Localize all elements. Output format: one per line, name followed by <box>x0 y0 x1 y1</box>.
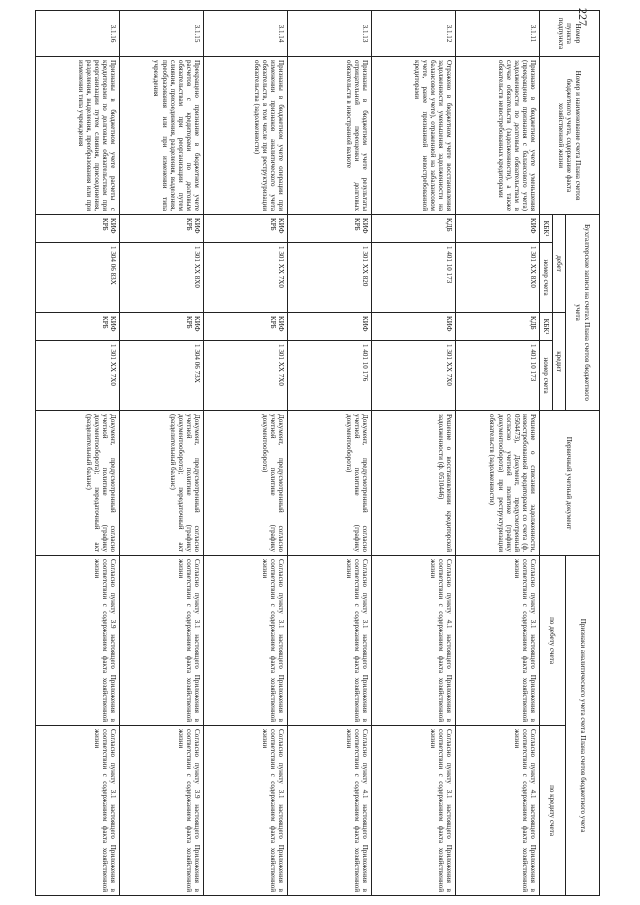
row-kbk-debit: КИФ КРБ <box>35 215 119 243</box>
header-kbk-credit: КБК¹ <box>539 313 552 341</box>
row-kbk-debit: КИФ КРБ <box>119 215 203 243</box>
header-account-name: Номер и наименование счета Плана счетов бюджетного учета, содержание факта хозяйственной жизни <box>539 57 599 215</box>
header-item-number: Номер пункта подпункта <box>539 11 599 57</box>
page-number: 227 <box>576 8 590 26</box>
header-account-number-debit: номер счета <box>539 243 552 313</box>
row-analytics-credit: Согласно пункту 4.1 настоящего Приложения в соответствии с содержанием факта хозяйственной жизни <box>287 726 371 896</box>
row-number: 3.1.14 <box>203 11 287 57</box>
row-description: Отражено в бюджетном учете восстановления задолженности уменьшения задолженности на балансовом учете), отраженной на забалансовом учете, ранее признанной невостребованной кредиторами <box>371 57 455 215</box>
row-document: Решение о восстановлении кредиторской задолженности (ф. 0510446) <box>371 411 455 556</box>
row-analytics-debit: Согласно пункту 3.1 настоящего Приложения в соответствии с содержанием факта хозяйственной жизни <box>119 556 203 726</box>
row-description: Признаны в бюджетном учете операции при изменении признаков аналитического учета обязательств, в том числе при реструктуризации обязательства (задолженности) <box>203 57 287 215</box>
row-document: Документ, предусмотренный согласно учетной политике (графику документооборота); передаточный акт (разделительный баланс) <box>119 411 203 556</box>
row-number: 3.1.11 <box>455 11 539 57</box>
row-account-debit: 1 301 XX 8X0 <box>455 243 539 313</box>
row-kbk-credit: КИФ <box>287 313 371 341</box>
row-number: 3.1.16 <box>35 11 119 57</box>
header-debit: дебет <box>552 215 565 313</box>
header-analytics-credit: по кредиту счета <box>539 726 565 896</box>
row-analytics-credit: Согласно пункту 3.1 настоящего Приложения в соответствии с содержанием факта хозяйственной жизни <box>203 726 287 896</box>
row-description: Признаны в бюджетном учете расчеты с кредиторами по долговым обязательствам при реорганизации путем слияния, присоединения, разделения, выделения, преобразования или при изменении типа учреждения <box>35 57 119 215</box>
table-row <box>455 11 539 896</box>
row-kbk-credit: КИФ <box>371 313 455 341</box>
row-kbk-credit: КДБ <box>455 313 539 341</box>
row-description: Признаны в бюджетном учете результаты отрицательной переоценки долговых обязательств в иностранной валюте <box>287 57 371 215</box>
row-document: Решение о списании задолженности, невостребованной кредиторами со счета (ф. 0504473), Документ, предусмотренный согласно учетной политике (графику документооборота) при реструктуризации обязательств (задолженности) <box>455 411 539 556</box>
row-document: Документ, предусмотренный согласно учетной политике (графику документооборота) <box>203 411 287 556</box>
row-account-credit: 1 301 XX 7X0 <box>371 341 455 411</box>
row-number: 3.1.12 <box>371 11 455 57</box>
row-analytics-debit: Согласно пункту 4.1 настоящего Приложения в соответствии с содержанием факта хозяйственной жизни <box>371 556 455 726</box>
row-account-credit: 1 304 06 73X <box>119 341 203 411</box>
row-kbk-credit: КИФ КРБ <box>35 313 119 341</box>
rotated-table-container <box>35 10 600 895</box>
row-analytics-debit: Согласно пункту 3.1 настоящего Приложения в соответствии с содержанием факта хозяйственной жизни <box>455 556 539 726</box>
row-kbk-debit: КДБ <box>371 215 455 243</box>
row-account-debit: 1 301 XX 8X0 <box>119 243 203 313</box>
row-description: Прекращено признание в бюджетном учете расчетов с кредиторами по долговым обязательствам при реорганизации путем слияния, присоединения, разделения, выделения, преобразования или при изменении типа учреждения <box>119 57 203 215</box>
table-row <box>203 11 287 896</box>
row-account-debit: 1 301 XX 7X0 <box>203 243 287 313</box>
table-row <box>35 11 119 896</box>
row-analytics-credit: Согласно пункту 3.1 настоящего Приложения в соответствии с содержанием факта хозяйственной жизни <box>35 726 119 896</box>
table-row <box>287 11 371 896</box>
row-kbk-debit: КИФ КРБ <box>287 215 371 243</box>
row-analytics-credit: Согласно пункту 3.1 настоящего Приложения в соответствии с содержанием факта хозяйственной жизни <box>371 726 455 896</box>
table-row <box>119 11 203 896</box>
row-kbk-credit: КИФ КРБ <box>203 313 287 341</box>
row-analytics-credit: Согласно пункту 4.1 настоящего Приложения в соответствии с содержанием факта хозяйственной жизни <box>455 726 539 896</box>
row-kbk-debit: КИФ <box>455 215 539 243</box>
row-account-debit: 1 401 10 173 <box>371 243 455 313</box>
row-document: Документ, предусмотренный согласно учетной политике (графику документооборота); передаточный акт (разделительный баланс) <box>35 411 119 556</box>
row-account-credit: 1 401 10 176 <box>287 341 371 411</box>
row-kbk-debit: КИФ КРБ <box>203 215 287 243</box>
header-kbk-debit: КБК¹ <box>539 215 552 243</box>
row-analytics-debit: Согласно пункту 3.1 настоящего Приложения в соответствии с содержанием факта хозяйственной жизни <box>287 556 371 726</box>
row-kbk-credit: КИФ КРБ <box>119 313 203 341</box>
header-primary-document: Первичный учетный документ <box>539 411 599 556</box>
row-analytics-debit: Согласно пункту 3.9 настоящего Приложения в соответствии с содержанием факта хозяйственной жизни <box>35 556 119 726</box>
table-row <box>371 11 455 896</box>
header-accounting-entries: Бухгалтерские записи на счетах Плана счетов бюджетного учета <box>566 215 600 411</box>
row-document: Документ, предусмотренный согласно учетной политике (графику документооборота) <box>287 411 371 556</box>
row-number: 3.1.15 <box>119 11 203 57</box>
header-account-number-credit: номер счета <box>539 341 552 411</box>
header-analytics: Признаки аналитического учета счета Плана счетов бюджетного учета <box>566 556 600 896</box>
row-number: 3.1.13 <box>287 11 371 57</box>
row-account-credit: 1 401 10 173 <box>455 341 539 411</box>
row-description: Признано в бюджетном учете уменьшения (прекращение признания с балансового учета) задолженности по долговым обязательствам в случае обязательств (задолженности), а также обязательств невостребованных кредиторами <box>455 57 539 215</box>
row-account-debit: 1 301 XX 820 <box>287 243 371 313</box>
row-analytics-credit: Согласно пункту 3.9 настоящего Приложения в соответствии с содержанием факта хозяйственной жизни <box>119 726 203 896</box>
header-analytics-debit: по дебету счета <box>539 556 565 726</box>
row-account-credit: 1 301 XX 7X0 <box>203 341 287 411</box>
row-account-debit: 1 304 06 83X <box>35 243 119 313</box>
accounting-entries-table <box>35 10 600 896</box>
header-credit: кредит <box>552 313 565 411</box>
row-analytics-debit: Согласно пункту 3.1 настоящего Приложения в соответствии с содержанием факта хозяйственной жизни <box>203 556 287 726</box>
row-account-credit: 1 301 XX 7X0 <box>35 341 119 411</box>
